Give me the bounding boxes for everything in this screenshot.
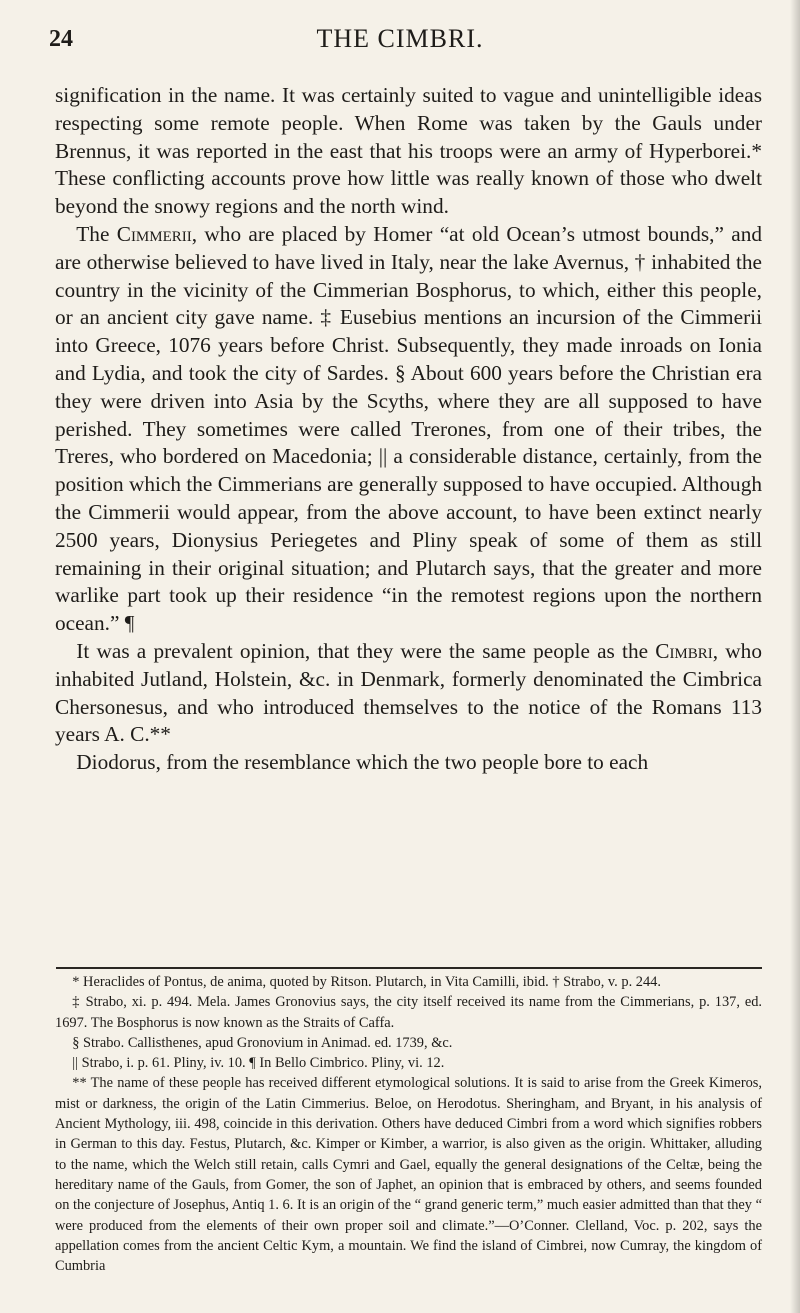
paragraph-2-text: who are placed by Homer “at old Ocean’s utmost bounds,” and are otherwise believed to have lived in Italy, near the lake Avernus, † inhabited the country in the vicinity of the Cimmerian Bosphorus, to which, either this people, or an ancient city gave name. ‡ Eusebius mentions an incursion of the Cimmerii into Greece, 1076 years before Christ. Subsequently, they made inroads on Ionia and Lydia, and took the city of Sardes. § About 600 years before the Christian era they were driven into Asia by the Scyths, where they are all supposed to have perished. They sometimes were called Trerones, from one of their tribes, the Treres, who bordered on Macedonia; || a considerable distance, certainly, from the position which the Cimmerians are generally supposed to have occupied. Although the Cimmerii would appear, from the above account, to have been extinct nearly 2500 years, Dionysius Periegetes and Pliny speak of some of them as still remaining in their original situation; and Plutarch says, that the greater and more warlike part took up their residence “in the remotest regions upon the northern ocean.” ¶	[55, 221, 762, 636]
footnote-1: * Heraclides of Pontus, de anima, quoted by Ritson. Plutarch, in Vita Camilli, ibid. † Strabo, v. p. 244.	[72, 974, 661, 990]
footnote-rule	[56, 967, 762, 969]
footnote-3: § Strabo. Callisthenes, apud Gronovium in Animad. ed. 1739, &c.	[72, 1034, 453, 1051]
paragraph-2: The Cimmerii, who are placed by Homer “at old Ocean’s utmost bounds,” and are otherwise believed to have lived in Italy, near the lake Avernus, † inhabited the country in the vicinity of the Cimmerian Bosphorus, to which, either this people, or an ancient city gave name. ‡ Eusebius mentions an incursion of the Cimmerii into Greece, 1076 years before Christ. Subsequently, they made inroads on Ionia and Lydia, and took the city of Sardes. § About 600 years before the Christian era they were driven into Asia by the Scyths, where they are all supposed to have perished. They sometimes were called Trerones, from one of their tribes, the Treres, who bordered on Macedonia; || a considerable distance, certainly, from the position which the Cimmerians are generally supposed to have occupied. Although the Cimmerii would appear, from the above account, to have been extinct nearly 2500 years, Dionysius Periegetes and Pliny speak of some of them as still remaining in their original situation; and Plutarch says, that the greater and more warlike part took up their residence “in the remotest regions upon the northern ocean.” ¶	[55, 221, 762, 636]
paragraph-3-text: who inhabited Jutland, Holstein, &c. in Denmark, formerly denominated the Cimbrica Chersonesus, and who introduced themselves to the notice of the Romans 113 years A. C.**	[55, 638, 762, 747]
body-text	[55, 82, 762, 777]
running-head	[0, 16, 800, 56]
page-edge-shadow	[790, 0, 800, 1313]
footnote-4: || Strabo, i. p. 61. Pliny, iv. 10. ¶ In Bello Cimbrico. Pliny, vi. 12.	[72, 1055, 445, 1072]
footnote-2: ‡ Strabo, xi. p. 494. Mela. James Gronovius says, the city itself received its name from the Cimmerians, p. 137, ed. 1697. The Bosphorus is now known as the Straits of Caffa.	[55, 994, 762, 1031]
paragraph-4: Diodorus, from the resemblance which the two people bore to each	[76, 750, 649, 775]
cimmerii-name: Cimmerii,	[116, 221, 198, 246]
page-title: THE CIMBRI.	[316, 24, 484, 53]
footnotes	[55, 972, 762, 1276]
paragraph-1: signification in the name. It was certainly suited to vague and unintelligible ideas respecting some remote people. When Rome was taken by the Gauls under Brennus, it was reported in the east that his troops were an army of Hyperborei.* These conflicting accounts prove how little was really known of those who dwelt beyond the snowy regions and the north wind.	[55, 83, 762, 219]
page-number: 24	[49, 26, 73, 52]
footnote-5: ** The name of these people has received different etymological solutions. It is said to arise from the Greek Kimeros, mist or darkness, the origin of the Latin Cimmerius. Beloe, on Herodotus. Sheringham, and Bryant, in his analysis of Ancient Mythology, iii. 498, coincide in this derivation. Others have deduced Cimbri from a word which signifies robbers in German to this day. Festus, Plutarch, &c. Kimper or Kimber, a warrior, is also given as the origin. Whittaker, alluding to the name, which the Welch still retain, calls Cymri and Gael, equally the general designations of the Celtæ, being the hereditary name of the Gauls, from Gomer, the son of Japhet, an opinion that is embraced by others, and seems founded on the conjecture of Josephus, Antiq 1. 6. It is an origin of the “ grand generic term,” much easier admitted than that they “ were produced from the elements of their own proper soil and climate.”—O’Conner. Clelland, Voc. p. 202, says the appellation comes from the ancient Celtic Kym, a mountain. We find the island of Cimbrei, now Cumray, the kingdom of Cumbria	[55, 1075, 762, 1275]
cimbri-name: Cimbri,	[655, 638, 719, 663]
paragraph-3: It was a prevalent opinion, that they were the same people as the Cimbri, who inhabited Jutland, Holstein, &c. in Denmark, formerly denominated the Cimbrica Chersonesus, and who introduced themselves to the notice of the Romans 113 years A. C.**	[55, 638, 762, 747]
